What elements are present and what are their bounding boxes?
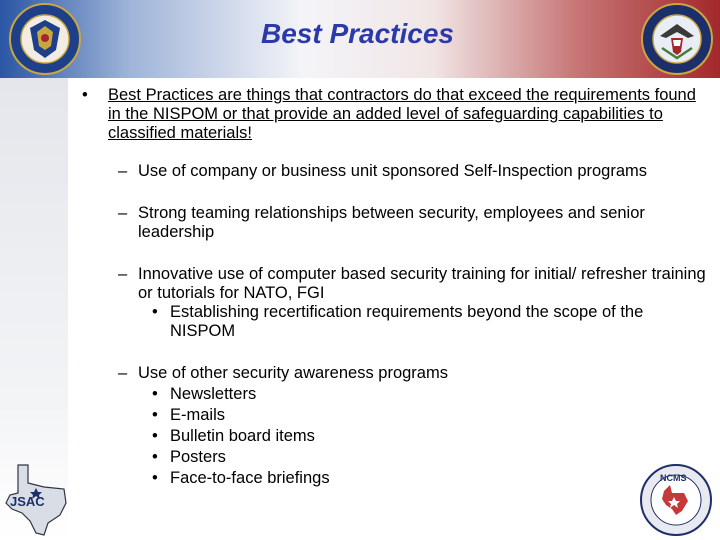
sub-bullet-text: Posters (170, 448, 226, 466)
main-bullet (78, 86, 708, 143)
dash-item-text: Use of other security awareness programs (138, 364, 448, 382)
bullet-icon: • (152, 303, 158, 321)
dash-icon: – (118, 204, 128, 222)
dash-item-text: Innovative use of computer based security training for initial/ refresher training or tutorials for NATO, FGI (138, 265, 706, 302)
dash-item (78, 364, 708, 383)
dash-icon: – (118, 364, 128, 382)
slide-title: Best Practices (260, 18, 454, 49)
sub-bullet (78, 385, 708, 404)
bullet-icon: • (152, 406, 158, 424)
jsac-texas-logo (4, 463, 70, 537)
dash-item (78, 265, 708, 303)
sub-bullet-text: Establishing recertification requirements beyond the scope of the NISPOM (170, 303, 644, 340)
bullet-icon: • (152, 469, 158, 487)
sub-bullet (78, 448, 708, 467)
sub-bullet-text: Bulletin board items (170, 427, 315, 445)
sub-bullet-text: Face-to-face briefings (170, 469, 330, 487)
dash-item (78, 204, 708, 242)
main-bullet-text: Best Practices are things that contractors do that exceed the requirements found in the NISPOM or that provide an added level of safeguarding capabilities to classified materials! (108, 86, 696, 142)
sub-bullet (78, 469, 708, 488)
bullet-icon: • (82, 86, 88, 104)
bullet-icon: • (152, 427, 158, 445)
bullet-icon: • (152, 385, 158, 403)
dash-icon: – (118, 162, 128, 180)
dash-icon: – (118, 265, 128, 283)
dash-item-text: Strong teaming relationships between security, employees and senior leadership (138, 204, 645, 241)
jsac-logo-text: JSAC (10, 494, 45, 509)
dash-item (78, 162, 708, 181)
dash-item-text: Use of company or business unit sponsored Self-Inspection programs (138, 162, 648, 180)
sub-bullet-text: Newsletters (170, 385, 257, 403)
slide-body (78, 86, 708, 488)
bullet-icon: • (152, 448, 158, 466)
sub-bullet (78, 406, 708, 425)
sub-bullet (78, 427, 708, 446)
sub-bullet-text: E-mails (170, 406, 226, 424)
sub-bullet (78, 303, 708, 341)
ncms-logo-text: NCMS (660, 473, 687, 483)
